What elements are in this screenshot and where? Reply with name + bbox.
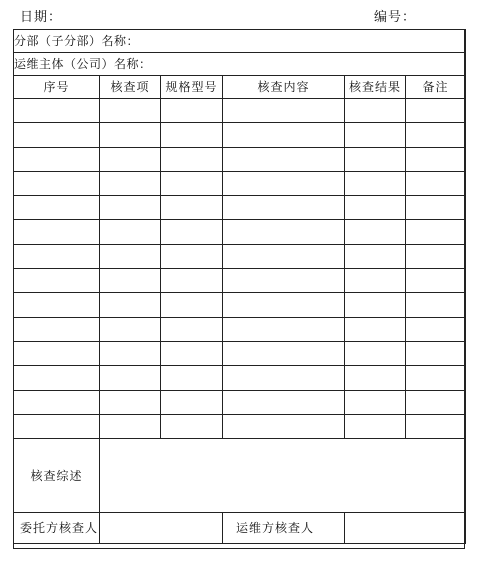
table-cell[interactable]: [345, 341, 406, 365]
table-cell[interactable]: [223, 341, 345, 365]
table-row: [14, 293, 466, 317]
table-cell[interactable]: [161, 269, 223, 293]
table-cell[interactable]: [345, 317, 406, 341]
branch-name-label[interactable]: 分部（子分部）名称：: [14, 30, 466, 53]
table-cell[interactable]: [345, 414, 406, 438]
column-header-content: 核查内容: [223, 76, 345, 99]
table-cell[interactable]: [406, 269, 466, 293]
table-cell[interactable]: [14, 147, 100, 171]
operator-inspector-label: 运维方核查人: [223, 513, 345, 544]
table-cell[interactable]: [345, 244, 406, 268]
table-cell[interactable]: [100, 414, 161, 438]
table-row: [14, 220, 466, 244]
table-cell[interactable]: [345, 123, 406, 147]
table-cell[interactable]: [100, 341, 161, 365]
inspection-form: [13, 29, 465, 549]
table-cell[interactable]: [223, 147, 345, 171]
column-header-result: 核查结果: [345, 76, 406, 99]
table-cell[interactable]: [100, 269, 161, 293]
table-cell[interactable]: [100, 317, 161, 341]
date-label: 日期：: [20, 10, 63, 25]
table-cell[interactable]: [406, 414, 466, 438]
table-cell[interactable]: [14, 293, 100, 317]
table-cell[interactable]: [406, 390, 466, 414]
table-cell[interactable]: [406, 147, 466, 171]
column-header-serial: 序号: [14, 76, 100, 99]
table-cell[interactable]: [345, 196, 406, 220]
table-cell[interactable]: [345, 390, 406, 414]
table-cell[interactable]: [406, 220, 466, 244]
table-cell[interactable]: [223, 366, 345, 390]
table-cell[interactable]: [223, 220, 345, 244]
table-cell[interactable]: [14, 171, 100, 195]
client-inspector-label: 委托方核查人: [14, 513, 100, 544]
table-row: [14, 171, 466, 195]
table-row: [14, 366, 466, 390]
table-cell[interactable]: [345, 171, 406, 195]
column-header-item: 核查项: [100, 76, 161, 99]
table-cell[interactable]: [161, 414, 223, 438]
table-cell[interactable]: [161, 317, 223, 341]
table-cell[interactable]: [406, 99, 466, 123]
table-cell[interactable]: [100, 171, 161, 195]
number-label: 编号：: [374, 10, 417, 25]
table-cell[interactable]: [223, 99, 345, 123]
summary-row: [14, 439, 466, 513]
table-cell[interactable]: [223, 269, 345, 293]
table-cell[interactable]: [223, 390, 345, 414]
operator-inspector-field[interactable]: [345, 513, 466, 544]
table-cell[interactable]: [100, 196, 161, 220]
table-cell[interactable]: [345, 293, 406, 317]
table-cell[interactable]: [14, 99, 100, 123]
table-cell[interactable]: [14, 341, 100, 365]
table-cell[interactable]: [14, 317, 100, 341]
table-cell[interactable]: [406, 196, 466, 220]
client-inspector-field[interactable]: [100, 513, 223, 544]
table-cell[interactable]: [345, 99, 406, 123]
table-cell[interactable]: [223, 317, 345, 341]
table-cell[interactable]: [406, 341, 466, 365]
table-cell[interactable]: [14, 196, 100, 220]
table-cell[interactable]: [345, 220, 406, 244]
table-cell[interactable]: [406, 244, 466, 268]
table-row: [14, 147, 466, 171]
table-cell[interactable]: [100, 220, 161, 244]
table-cell[interactable]: [161, 366, 223, 390]
table-row: [14, 414, 466, 438]
table-row: [14, 99, 466, 123]
table-cell[interactable]: [100, 366, 161, 390]
table-cell[interactable]: [14, 123, 100, 147]
table-cell[interactable]: [406, 171, 466, 195]
table-cell[interactable]: [100, 293, 161, 317]
table-row: [14, 196, 466, 220]
table-cell[interactable]: [14, 390, 100, 414]
table-row: [14, 341, 466, 365]
table-cell[interactable]: [406, 366, 466, 390]
table-cell[interactable]: [161, 123, 223, 147]
table-row: [14, 317, 466, 341]
table-cell[interactable]: [14, 244, 100, 268]
table-cell[interactable]: [223, 244, 345, 268]
table-cell[interactable]: [161, 390, 223, 414]
table-cell[interactable]: [14, 220, 100, 244]
table-cell[interactable]: [223, 171, 345, 195]
table-cell[interactable]: [100, 123, 161, 147]
table-cell[interactable]: [161, 244, 223, 268]
table-cell[interactable]: [161, 171, 223, 195]
table-cell[interactable]: [161, 293, 223, 317]
table-row: [14, 269, 466, 293]
table-cell[interactable]: [161, 147, 223, 171]
table-cell[interactable]: [161, 220, 223, 244]
summary-field[interactable]: [100, 439, 466, 513]
table-cell[interactable]: [161, 196, 223, 220]
table-cell[interactable]: [100, 244, 161, 268]
branch-name-row: [14, 30, 466, 53]
inspection-table: [13, 29, 466, 544]
table-cell[interactable]: [223, 123, 345, 147]
table-cell[interactable]: [14, 269, 100, 293]
table-cell[interactable]: [100, 390, 161, 414]
table-cell[interactable]: [100, 99, 161, 123]
table-cell[interactable]: [345, 269, 406, 293]
table-cell[interactable]: [406, 123, 466, 147]
table-cell[interactable]: [406, 293, 466, 317]
operator-name-row: [14, 53, 466, 76]
table-cell[interactable]: [161, 341, 223, 365]
table-cell[interactable]: [345, 147, 406, 171]
table-header-row: [14, 76, 466, 99]
signature-row: [14, 513, 466, 544]
column-header-remark: 备注: [406, 76, 466, 99]
table-cell[interactable]: [223, 414, 345, 438]
table-cell[interactable]: [161, 99, 223, 123]
table-row: [14, 390, 466, 414]
summary-label: 核查综述: [14, 439, 100, 513]
table-cell[interactable]: [345, 366, 406, 390]
table-row: [14, 244, 466, 268]
table-row: [14, 123, 466, 147]
operator-name-label[interactable]: 运维主体（公司）名称：: [14, 53, 466, 76]
table-cell[interactable]: [14, 414, 100, 438]
table-cell[interactable]: [406, 317, 466, 341]
column-header-model: 规格型号: [161, 76, 223, 99]
table-cell[interactable]: [14, 366, 100, 390]
table-cell[interactable]: [100, 147, 161, 171]
table-cell[interactable]: [223, 293, 345, 317]
table-cell[interactable]: [223, 196, 345, 220]
